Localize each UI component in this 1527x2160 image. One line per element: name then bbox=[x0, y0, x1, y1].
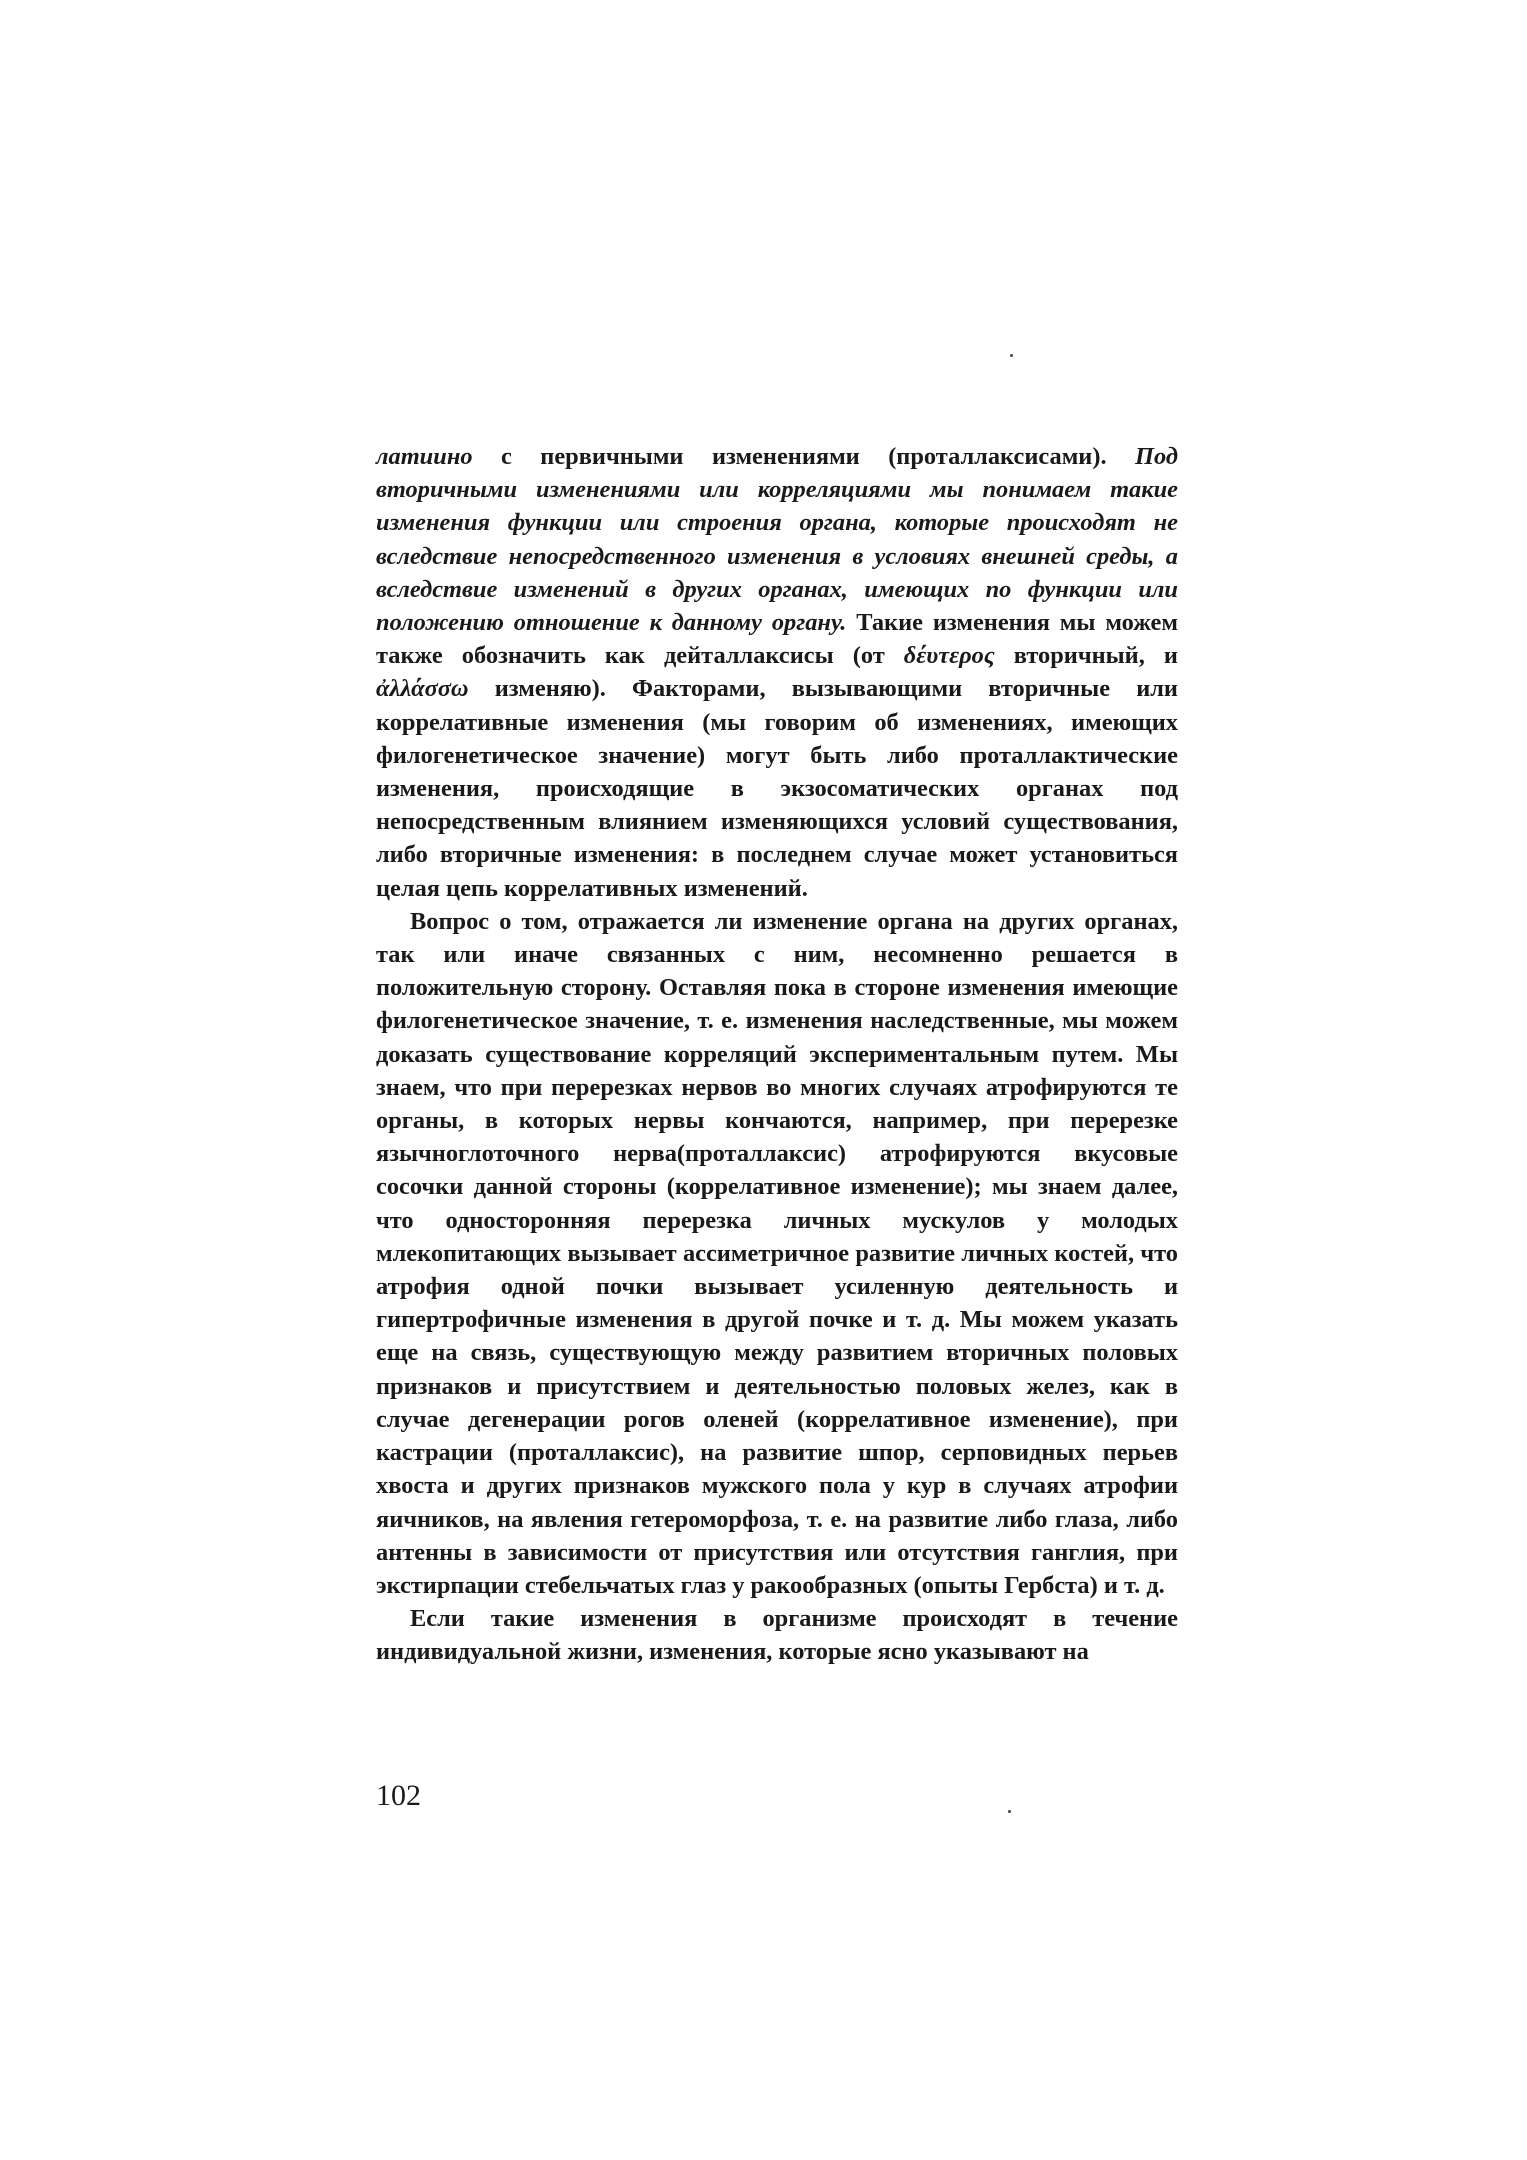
text-segment: Такие изменения мы можем также обозначить как дейталлаксисы (от bbox=[376, 609, 1179, 670]
paragraph-2 bbox=[376, 905, 1178, 1602]
page-number: 102 bbox=[376, 1779, 421, 1812]
paragraph-1 bbox=[376, 440, 1178, 905]
text-segment: латиино bbox=[376, 443, 473, 470]
text-segment: вторичный, и bbox=[994, 642, 1178, 670]
text-segment: Под вторичными изменениями или корреляциями мы понимаем такие изменения функции или строения органа, которые происходят не вследствие непосредственного изменения в условиях внешней среды, а вследствие изменений в других органах, имеющих по функции или положению отношение к данному органу. bbox=[376, 443, 1178, 637]
scan-speck bbox=[1010, 354, 1013, 357]
paragraph-3 bbox=[376, 1602, 1178, 1668]
text-segment: ἀλλάσσω bbox=[376, 675, 469, 703]
text-segment: Вопрос о том, отражается ли изменение органа на других органах, так или иначе связанных с ним, несомненно решается в положительную сторону. Оставляя пока в стороне изменения имеющие филогенетическое значение, т. е. изменения наследственные, мы можем доказать существование корреляций экспериментальным путем. Мы знаем, что при перерезках нервов во многих случаях атрофируются те органы, в которых нервы кончаются, например, при перерезке язычноглоточного нерва(проталлаксис) атрофируются вкусовые сосочки данной стороны (коррелативное изменение); мы знаем далее, что односторонняя перерезка личных мускулов у молодых млекопитающих вызывает ассиметричное развитие личных костей, что атрофия одной почки вызывает усиленную деятельность и гипертрофичные изменения в другой почке и т. д. Мы можем указать еще на связь, существующую между развитием вторичных половых признаков и присутствием и деятельностью половых желез, как в случае дегенерации рогов оленей (коррелативное изменение), при кастрации (проталлаксис), на развитие шпор, серповидных перьев хвоста и других признаков мужского пола у кур в случаях атрофии яичников, на явления гетероморфоза, т. е. на развитие либо глаза, либо антенны в зависимости от присутствия или отсутствия ганглия, при экстирпации стебельчатых глаз у ракообразных (опыты Гербста) и т. д. bbox=[376, 907, 1178, 1599]
text-segment: с первичными изменениями (проталлаксисами). bbox=[472, 443, 1136, 470]
text-segment: Если такие изменения в организме происходят в течение индивидуальной жизни, изменения, которые ясно указывают на bbox=[376, 1605, 1178, 1666]
scan-speck bbox=[1008, 1810, 1011, 1813]
text-segment: δέυτερος bbox=[903, 642, 995, 670]
text-segment: изменяю). Факторами, вызывающими вторичные или коррелативные изменения (мы говорим об изменениях, имеющих филогенетическое значение) могут быть либо проталлактические изменения, происходящие в экзосоматических органах под непосредственным влиянием изменяющихся условий существования, либо вторичные изменения: в последнем случае может установиться целая цепь коррелативных изменений. bbox=[376, 675, 1178, 902]
body-text bbox=[376, 440, 1178, 1669]
